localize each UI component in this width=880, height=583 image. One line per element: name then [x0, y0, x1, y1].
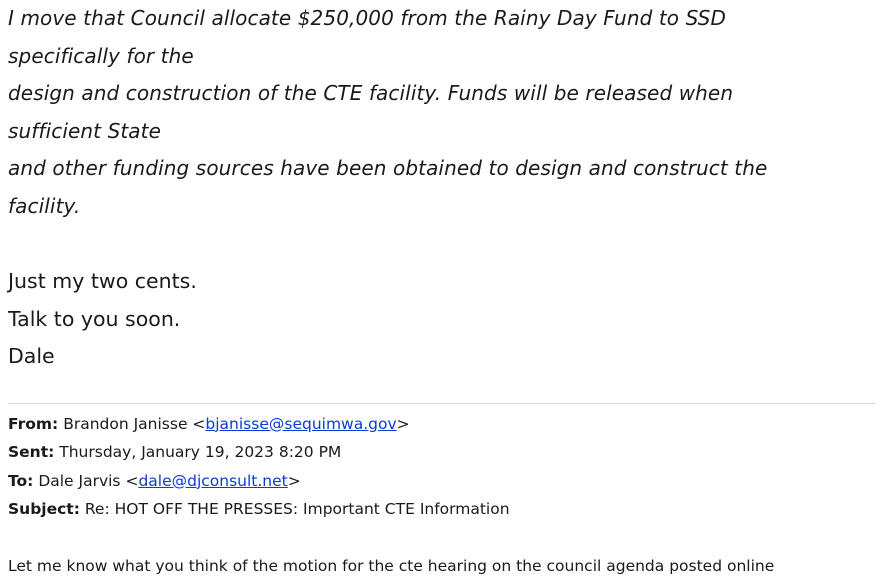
to-label: To: — [8, 471, 34, 490]
motion-line: and other funding sources have been obtained to design and construct the — [8, 156, 768, 180]
from-label: From: — [8, 414, 59, 433]
motion-line: I move that Council allocate $250,000 from the Rainy Day Fund to SSD — [8, 6, 726, 30]
email-page — [8, 0, 876, 580]
email-body-text: Let me know what you think of the motion for the cte hearing on the council agenda posted online — [8, 556, 775, 575]
sent-label: Sent: — [8, 443, 55, 462]
signoff — [8, 263, 876, 376]
sent-row — [8, 438, 876, 467]
signoff-line: Just my two cents. — [8, 269, 197, 293]
from-name: Brandon Janisse — [63, 414, 188, 433]
subject-label: Subject: — [8, 500, 80, 519]
motion-line: facility. — [8, 193, 81, 218]
subject-row — [8, 495, 876, 524]
to-name: Dale Jarvis — [38, 471, 121, 490]
subject-value: Re: HOT OFF THE PRESSES: Important CTE Information — [84, 500, 510, 519]
message-divider — [8, 403, 876, 404]
motion-line: sufficient State — [8, 118, 162, 143]
to-email-link[interactable]: dale@djconsult.net — [138, 471, 288, 490]
to-row: To: Dale Jarvis <dale@djconsult.net> — [8, 471, 301, 490]
motion-quote — [8, 0, 876, 225]
motion-line: specifically for the — [8, 43, 194, 68]
from-email-link[interactable]: bjanisse@sequimwa.gov — [205, 414, 397, 433]
signoff-signature: Dale — [8, 344, 55, 368]
quoted-email-header — [8, 410, 876, 524]
signoff-line: Talk to you soon. — [8, 306, 181, 331]
motion-line: design and construction of the CTE facility. Funds will be released when — [8, 81, 734, 105]
sent-value: Thursday, January 19, 2023 8:20 PM — [59, 443, 342, 462]
from-row: From: Brandon Janisse <bjanisse@sequimwa.gov> — [8, 414, 410, 433]
